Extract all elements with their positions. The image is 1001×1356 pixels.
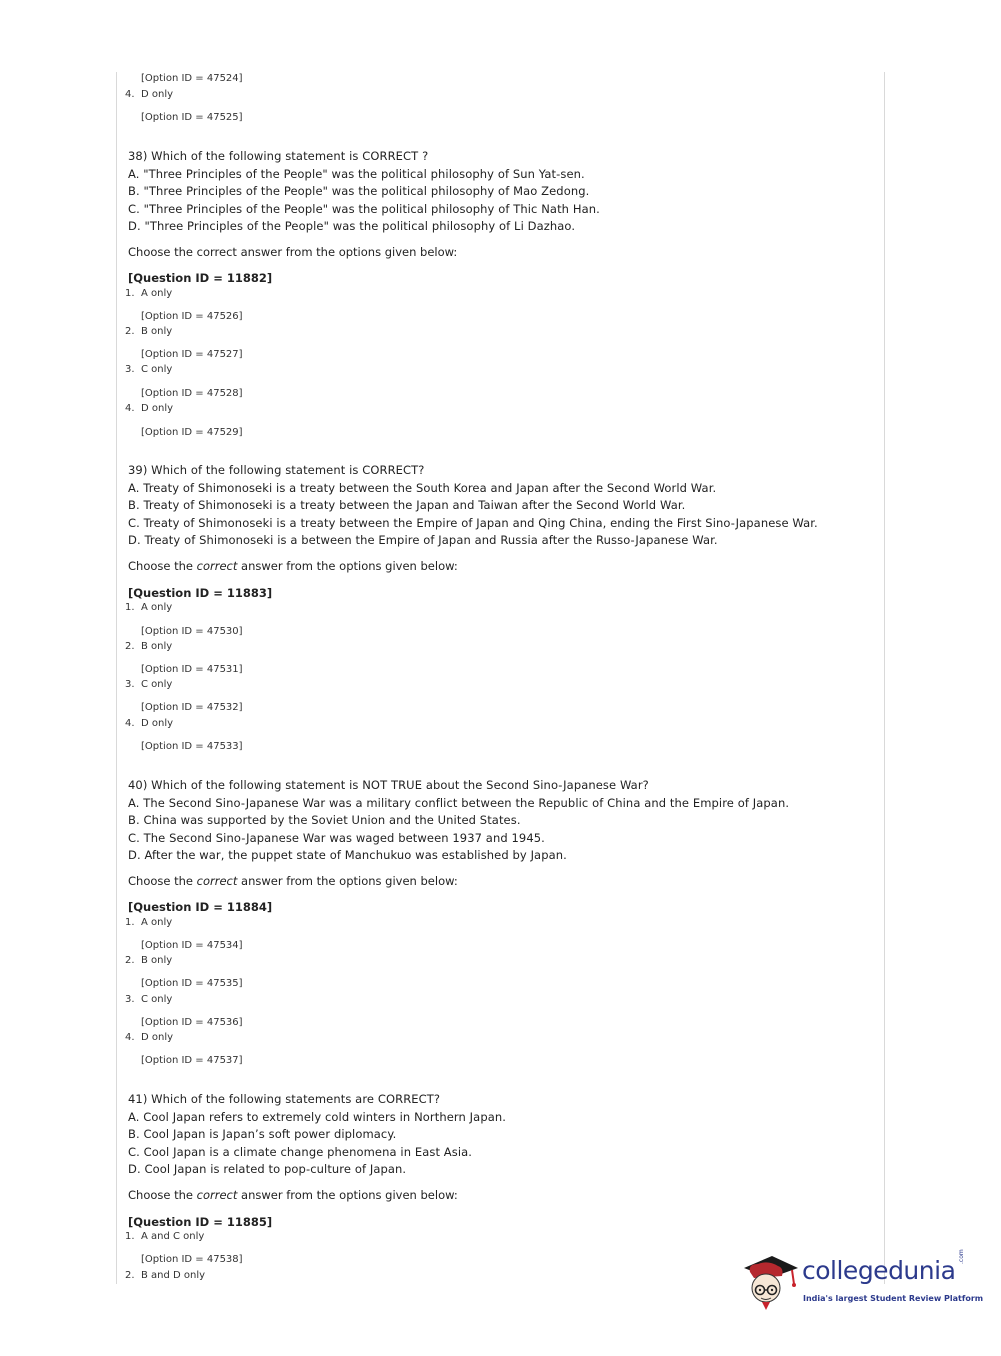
question-text: 40) Which of the following statement is NOT TRUE about the Second Sino-Japanese War? [128, 778, 649, 792]
logo-domain: .com [958, 1249, 965, 1264]
statement-text: C. "Three Principles of the People" was the political philosophy of Thic Nath Han. [128, 201, 600, 216]
instruction-suffix: answer from the options given below: [237, 1188, 458, 1202]
question-id: [Question ID = 11882] [128, 271, 273, 285]
option-id: [Option ID = 47524] [141, 73, 243, 84]
statement-text: A. Cool Japan refers to extremely cold winters in Northern Japan. [128, 1109, 507, 1124]
mascot-icon [740, 1250, 800, 1316]
statement-text: D. Treaty of Shimonoseki is a between the Empire of Japan and Russia after the Russo-Japanese War. [128, 533, 718, 548]
question-id: [Question ID = 11883] [128, 586, 273, 600]
option-number: 1. [125, 602, 135, 613]
instruction-emphasis: correct [196, 874, 238, 888]
instruction-emphasis: correct [196, 1188, 238, 1202]
statement-text: B. Cool Japan is Japan’s soft power diplomacy. [128, 1127, 397, 1142]
option-text: D only [141, 403, 174, 414]
instruction-prefix: Choose the [128, 1188, 197, 1202]
instruction-prefix: Choose the correct answer from the options given below: [128, 245, 458, 259]
question-id: [Question ID = 11885] [128, 1215, 273, 1229]
option-number: 3. [125, 679, 135, 690]
logo-tagline: India's largest Student Review Platform [803, 1294, 984, 1303]
option-id: [Option ID = 47531] [141, 664, 243, 675]
option-text: A only [141, 602, 173, 613]
option-number: 4. [125, 89, 135, 100]
option-number: 2. [125, 326, 135, 337]
statement-text: B. "Three Principles of the People" was the political philosophy of Mao Zedong. [128, 184, 590, 199]
question-text: 41) Which of the following statements are CORRECT? [128, 1092, 441, 1106]
statement-text: C. The Second Sino-Japanese War was waged between 1937 and 1945. [128, 830, 545, 845]
option-id: [Option ID = 47534] [141, 940, 243, 951]
option-id: [Option ID = 47529] [141, 427, 243, 438]
option-text: B only [141, 326, 173, 337]
question-text: 39) Which of the following statement is CORRECT? [128, 463, 425, 477]
logo-name: collegedunia [802, 1256, 956, 1285]
instruction-prefix: Choose the [128, 559, 197, 573]
statement-text: C. Cool Japan is a climate change phenomena in East Asia. [128, 1144, 473, 1159]
option-number: 2. [125, 955, 135, 966]
instruction-prefix: Choose the [128, 874, 197, 888]
question-text: 38) Which of the following statement is CORRECT ? [128, 149, 429, 163]
option-number: 4. [125, 1032, 135, 1043]
option-text: D only [141, 89, 174, 100]
option-text: D only [141, 1032, 174, 1043]
instruction-text [128, 1188, 458, 1202]
statement-text: A. The Second Sino-Japanese War was a military conflict between the Republic of China and the Empire of Japan. [128, 795, 790, 810]
option-id: [Option ID = 47528] [141, 388, 243, 399]
option-text: C only [141, 364, 173, 375]
option-text: C only [141, 679, 173, 690]
option-id: [Option ID = 47535] [141, 978, 243, 989]
option-number: 4. [125, 403, 135, 414]
option-id: [Option ID = 47525] [141, 112, 243, 123]
instruction-suffix: answer from the options given below: [237, 874, 458, 888]
option-number: 1. [125, 917, 135, 928]
option-id: [Option ID = 47526] [141, 311, 243, 322]
option-text: A only [141, 288, 173, 299]
option-text: B only [141, 955, 173, 966]
instruction-emphasis: correct [196, 559, 238, 573]
statement-text: B. Treaty of Shimonoseki is a treaty between the Japan and Taiwan after the Second World War. [128, 498, 686, 513]
instruction-text [128, 874, 458, 888]
option-number: 1. [125, 288, 135, 299]
option-number: 1. [125, 1231, 135, 1242]
option-id: [Option ID = 47533] [141, 741, 243, 752]
statement-text: D. Cool Japan is related to pop-culture of Japan. [128, 1162, 407, 1177]
option-text: A and C only [141, 1231, 205, 1242]
option-number: 4. [125, 718, 135, 729]
option-id: [Option ID = 47538] [141, 1254, 243, 1265]
option-number: 2. [125, 641, 135, 652]
option-number: 3. [125, 364, 135, 375]
statement-text: D. "Three Principles of the People" was the political philosophy of Li Dazhao. [128, 219, 576, 234]
option-number: 3. [125, 994, 135, 1005]
instruction-suffix: answer from the options given below: [237, 559, 458, 573]
instruction-text [128, 245, 457, 259]
option-id: [Option ID = 47537] [141, 1055, 243, 1066]
option-text: B and D only [141, 1270, 206, 1281]
option-id: [Option ID = 47536] [141, 1017, 243, 1028]
option-id: [Option ID = 47530] [141, 626, 243, 637]
option-number: 2. [125, 1270, 135, 1281]
option-text: A only [141, 917, 173, 928]
option-id: [Option ID = 47527] [141, 349, 243, 360]
question-id: [Question ID = 11884] [128, 900, 273, 914]
statement-text: D. After the war, the puppet state of Manchukuo was established by Japan. [128, 848, 567, 863]
option-text: C only [141, 994, 173, 1005]
option-id: [Option ID = 47532] [141, 702, 243, 713]
option-text: B only [141, 641, 173, 652]
collegedunia-logo [740, 1249, 984, 1316]
option-text: D only [141, 718, 174, 729]
statement-text: C. Treaty of Shimonoseki is a treaty between the Empire of Japan and Qing China, ending the First Sino-Japanese War. [128, 515, 818, 530]
statement-text: A. "Three Principles of the People" was the political philosophy of Sun Yat-sen. [128, 166, 585, 181]
instruction-text [128, 559, 458, 573]
statement-text: B. China was supported by the Soviet Union and the United States. [128, 813, 521, 828]
statement-text: A. Treaty of Shimonoseki is a treaty between the South Korea and Japan after the Second World War. [128, 480, 717, 495]
